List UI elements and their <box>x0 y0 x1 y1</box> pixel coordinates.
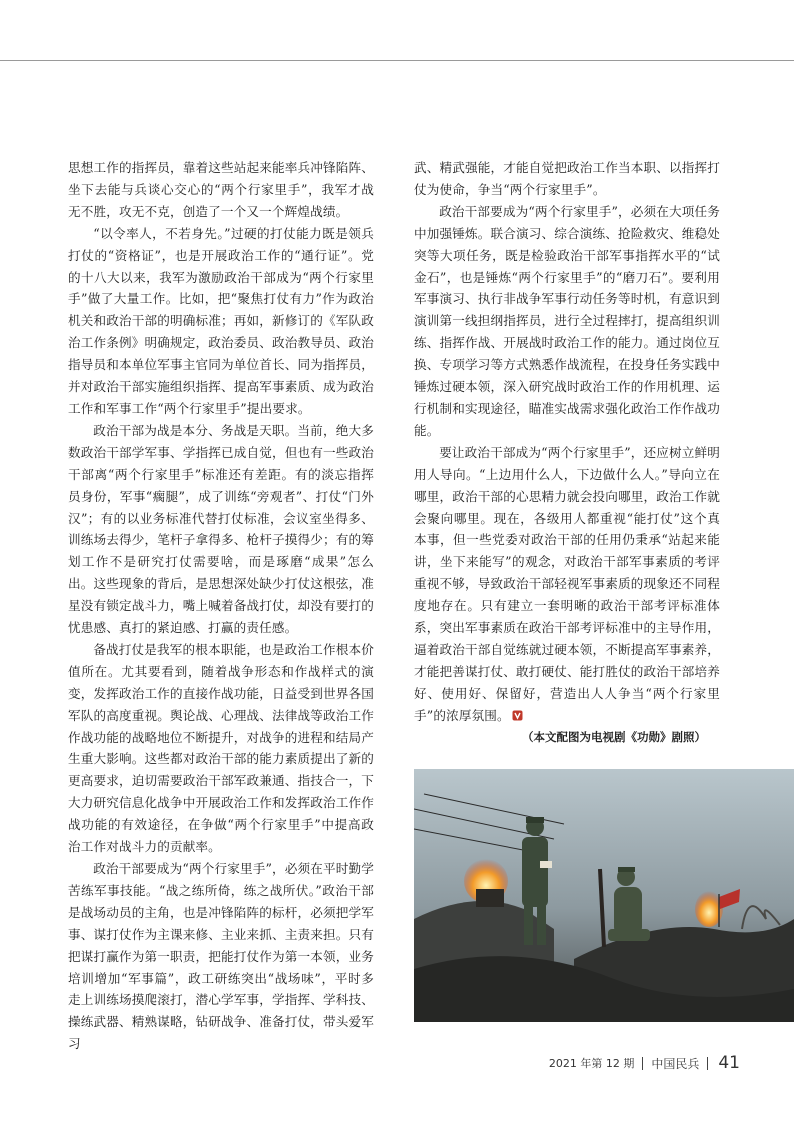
paragraph: “以令率人，不若身先。”过硬的打仗能力既是领兵打仗的“资格证”，也是开展政治工作的“通行证”。党的十八大以来，我军为激励政治干部成为“两个行家里手”做了大量工作。比如，把“聚焦打仗有力”作为政治机关和政治干部的明确标准；再如，新修订的《军队政治工作条例》明确规定，政治委员、政治教导员、政治指导员和本单位军事主官同为单位首长、同为指挥员，并对政治干部实施组织指挥、提高军事素质、成为政治工作和军事工作“两个行家里手”提出要求。 <box>68 225 374 416</box>
photo-caption: （本文配图为电视剧《功勋》剧照） <box>522 730 706 744</box>
header-rule <box>0 60 794 61</box>
footer-divider <box>642 1057 643 1070</box>
paragraph-last <box>414 442 720 727</box>
magazine-name: 中国民兵 <box>651 1056 700 1071</box>
magazine-end-mark-icon <box>512 710 523 721</box>
article-column-left <box>68 157 374 1055</box>
paragraph: 政治干部要成为“两个行家里手”，必须在大项任务中加强锤炼。联合演习、综合演练、抢险救灾、维稳处突等大项任务，既是检验政治干部军事指挥水平的“试金石”，也是锤炼“两个行家里手”的“磨刀石”。要利用军事演习、执行非战争军事行动任务等时机，有意识到演训第一线担纲指挥员，进行全过程摔打，提高组织训练、指挥作战、开展战时政治工作的能力。通过岗位互换、专项学习等方式熟悉作战流程，在投身任务实践中锤炼过硬本领，深入研究战时政治工作的作用机理、运行机制和实现途径，瞄准实战需求强化政治工作作战功能。 <box>414 203 720 438</box>
page-number: 41 <box>718 1053 740 1073</box>
paragraph: 思想工作的指挥员，靠着这些站起来能率兵冲锋陷阵、坐下去能与兵谈心交心的“两个行家里手”，我军才战无不胜，攻无不克，创造了一个又一个辉煌战绩。 <box>68 160 374 219</box>
footer-divider <box>707 1057 708 1070</box>
paragraph: 武、精武强能，才能自觉把政治工作当本职、以指挥打仗为使命，争当“两个行家里手”。 <box>414 160 720 197</box>
paragraph: 政治干部要成为“两个行家里手”，必须在平时勤学苦练军事技能。“战之练所倚，练之战所伏。”政治干部是战场动员的主角，也是冲锋陷阵的标杆，必须把学军事、谋打仗作为主课来修、主业来抓、主责来担。只有把谋打赢作为第一职责，把能打仗作为第一本领，业务培训增加“军事篇”，政工研练突出“战场味”，平时多走上训练场摸爬滚打，潜心学军事，学指挥、学科技、操练武器、精熟谋略，钻研战争、准备打仗，带头爱军习 <box>68 861 374 1052</box>
paragraph: 政治干部为战是本分、务战是天职。当前，绝大多数政治干部学军事、学指挥已成自觉，但也有一些政治干部离“两个行家里手”标准还有差距。有的淡忘指挥员身份，军事“瘸腿”，成了训练“旁观者”、打仗“门外汉”；有的以业务标准代替打仗标准，会议室坐得多、训练场去得少，笔杆子拿得多、枪杆子摸得少；有的筹划工作不是研究打仗需要啥，而是琢磨“成果”怎么出。这些现象的背后，是思想深处缺少打仗这根弦，准星没有锁定战斗力，嘴上喊着备战打仗，却没有要打的忧患感、真打的紧迫感、打赢的责任感。 <box>68 422 374 636</box>
battlefield-scene-image <box>414 769 794 1022</box>
paragraph-last-text: 要让政治干部成为“两个行家里手”，还应树立鲜明用人导向。“上边用什么人，下边做什么人。”导向立在哪里，政治干部的心思精力就会投向哪里，政治工作就会聚向哪里。现在，各级用人都重视“能打仗”这个真本事，但一些党委对政治干部的任用仍秉承“站起来能讲，坐下来能写”的观念，对政治干部军事素质的考评重视不够，导致政治干部轻视军事素质的现象还不同程度地存在。只有建立一套明晰的政治干部考评标准体系，突出军事素质在政治干部考评标准中的主导作用，逼着政治干部自觉练就过硬本领，不断提高军事素养，才能把善谋打仗、敢打硬仗、能打胜仗的政治干部培养好、使用好、保留好，营造出人人争当“两个行家里手”的浓厚氛围。 <box>414 444 720 723</box>
page-footer <box>549 1053 740 1073</box>
paragraph: 备战打仗是我军的根本职能，也是政治工作根本价值所在。尤其要看到，随着战争形态和作战样式的演变，发挥政治工作的直接作战功能，日益受到世界各国军队的高度重视。舆论战、心理战、法律战等政治工作作战功能的战略地位不断提升，对战争的进程和结局产生重大影响。这些都对政治干部的能力素质提出了新的更高要求，迫切需要政治干部军政兼通、指技合一，下大力研究信息化战争中开展政治工作和发挥政治工作作战功能的有效途径，在争做“两个行家里手”中提高政治工作对战斗力的贡献率。 <box>68 641 374 855</box>
article-column-right <box>414 157 720 727</box>
issue-label: 2021 年第 12 期 <box>548 1057 635 1070</box>
drama-still-photo <box>414 769 794 1022</box>
